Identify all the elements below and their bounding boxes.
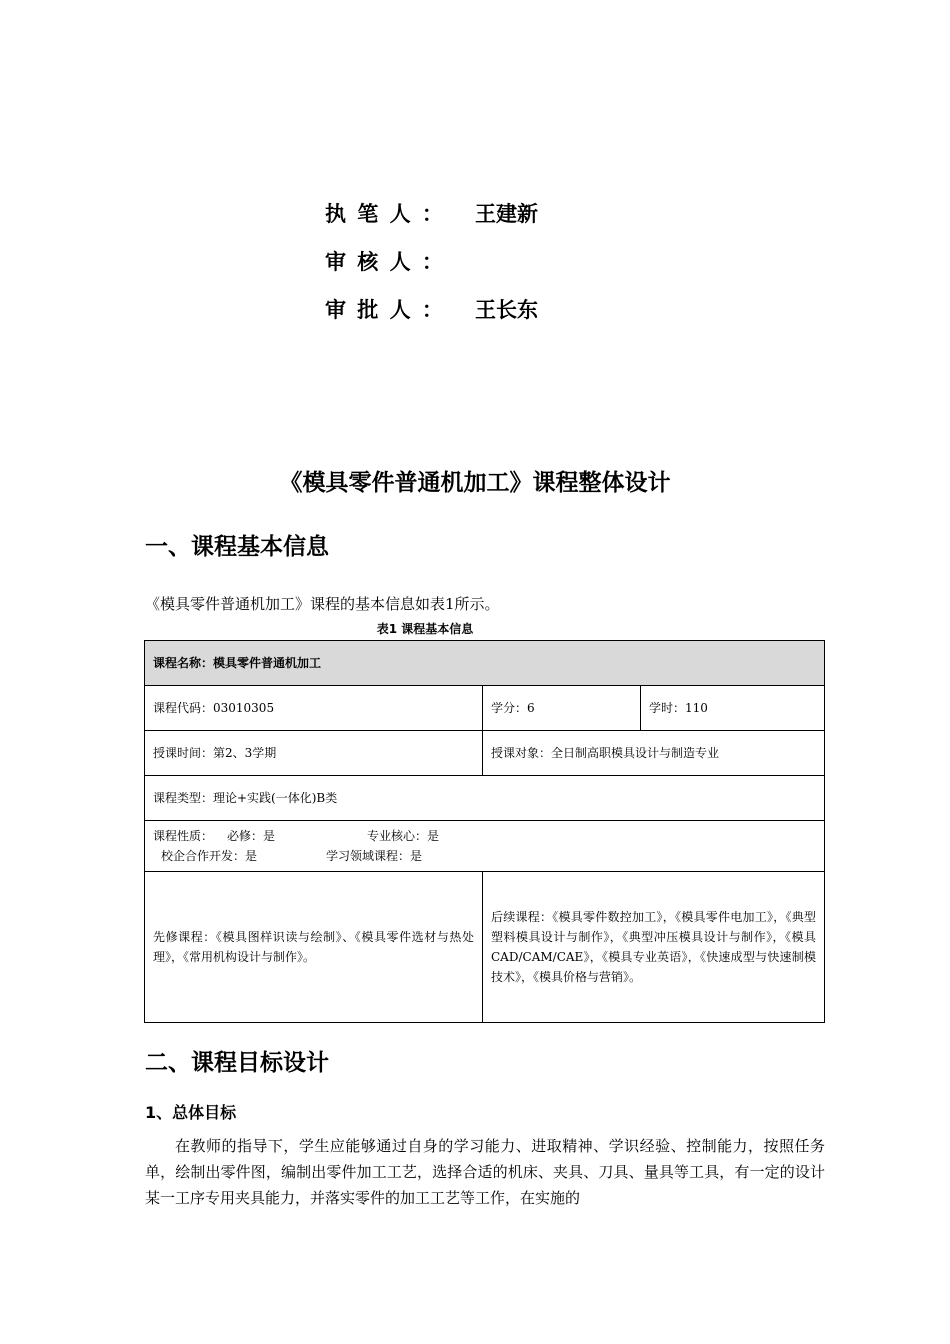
- signature-approver: [325, 294, 538, 324]
- signature-label: 审 批 人 ：: [325, 298, 445, 322]
- followup-cell: 后续课程：《模具零件数控加工》，《模具零件电加工》，《典型塑料模具设计与制作》，《典型冲压模具设计与制作》，《模具CAD/CAM/CAE》，《模具专业英语》，《快速成型与快速制模技术》，《模具价格与营销》。: [483, 872, 825, 1023]
- type-cell: 课程类型：理论+实践(一体化)B类: [145, 776, 825, 821]
- sub-heading-overall-goal: 1、总体目标: [145, 1103, 237, 1122]
- section-heading-goals: 二、课程目标设计: [145, 1050, 329, 1076]
- signature-value: 王建新: [475, 202, 538, 226]
- prereq-cell: 先修课程：《模具图样识读与绘制》、《模具零件选材与热处理》，《常用机构设计与制作》。: [145, 872, 483, 1023]
- term-cell: 授课时间：第2、3学期: [145, 731, 483, 776]
- section-heading-basic-info: 一、课程基本信息: [145, 534, 329, 560]
- table-row: [145, 641, 825, 686]
- signature-value: 王长东: [475, 298, 538, 322]
- course-name-cell: 课程名称：模具零件普通机加工: [145, 641, 825, 686]
- signature-writer: [325, 198, 538, 228]
- table-row: [145, 872, 825, 1023]
- signature-reviewer: [325, 246, 475, 276]
- coop-value: 校企合作开发：是: [161, 849, 258, 863]
- table-row: [145, 731, 825, 776]
- goal-paragraph: 在教师的指导下，学生应能够通过自身的学习能力、进取精神、学识经验、控制能力，按照任务单，绘制出零件图，编制出零件加工工艺，选择合适的机床、夹具、刀具、量具等工具，有一定的设计某一工序专用夹具能力，并落实零件的加工工艺等工作，在实施的: [145, 1137, 825, 1207]
- intro-paragraph: 《模具零件普通机加工》课程的基本信息如表1所示。: [145, 595, 500, 613]
- required-value: 必修：是: [227, 829, 276, 843]
- table-caption: 表1 课程基本信息: [376, 622, 474, 636]
- core-value: 专业核心：是: [367, 829, 440, 843]
- target-cell: 授课对象：全日制高职模具设计与制造专业: [483, 731, 825, 776]
- nature-label: 课程性质：: [153, 829, 214, 843]
- domain-value: 学习领域课程：是: [326, 849, 423, 863]
- table-row: [145, 776, 825, 821]
- course-code-cell: 课程代码：03010305: [145, 686, 483, 731]
- table-row: [145, 821, 825, 872]
- hours-cell: 学时：110: [641, 686, 825, 731]
- nature-cell: [145, 821, 825, 872]
- credit-cell: 学分：6: [483, 686, 641, 731]
- signature-label: 执 笔 人 ：: [325, 202, 445, 226]
- signature-label: 审 核 人 ：: [325, 250, 445, 274]
- document-title: 《模具零件普通机加工》课程整体设计: [279, 470, 671, 496]
- table-row: [145, 686, 825, 731]
- course-info-table: [144, 640, 825, 1023]
